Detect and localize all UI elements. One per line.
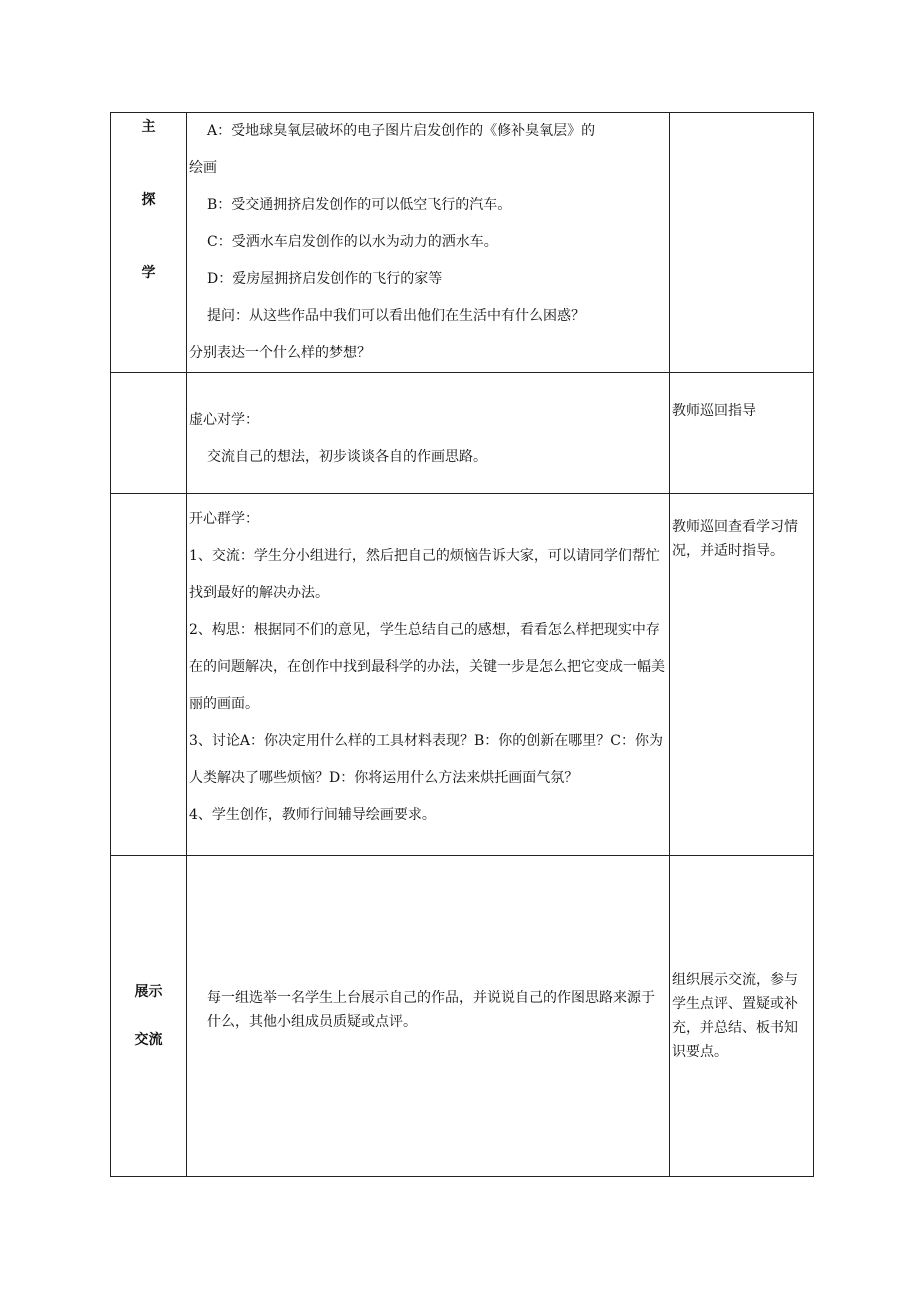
- content-cell-group-study: [187, 494, 670, 856]
- teacher-note-exhibit: 组织展示交流，参与学生点评、置疑或补充，并总结、板书知识要点。: [672, 972, 798, 1060]
- self-study-body: 交流自己的想法，初步谈谈各自的作画思路。: [207, 449, 487, 465]
- stage-cell-blank-2: [111, 494, 187, 856]
- teacher-note-check: 教师巡回查看学习情况，并适时指导。: [672, 519, 798, 559]
- lesson-plan-table: [110, 112, 814, 1177]
- note-cell-exhibit: [670, 856, 814, 1177]
- group-study-heading: 开心群学：: [189, 511, 259, 527]
- stage-char-1: 主: [141, 119, 156, 135]
- stage-label-exchange: 交流: [134, 1032, 163, 1048]
- table-row-exploration: [111, 113, 814, 373]
- table-row-self-study: [111, 373, 814, 494]
- note-cell-check: [670, 494, 814, 856]
- stage-cell-blank: [111, 373, 187, 494]
- stage-char-3: 学: [141, 265, 156, 281]
- question-cont: 分别表达一个什么样的梦想？: [189, 345, 371, 361]
- example-a-cont: 绘画: [189, 160, 217, 176]
- stage-cell-exploration: [111, 113, 187, 373]
- stage-cell-exhibit: [111, 856, 187, 1177]
- table-row-exhibit: [111, 856, 814, 1177]
- stage-char-2: 探: [141, 192, 156, 208]
- content-cell-examples: [187, 113, 670, 373]
- group-item-1: 1、交流：学生分小组进行，然后把自己的烦恼告诉大家，可以请同学们帮忙找到最好的解决办法。: [189, 548, 660, 601]
- group-item-2: 2、构思：根据同不们的意见，学生总结自己的感想，看看怎么样把现实中存在的问题解决，在创作中找到最科学的办法，关键一步是怎么把它变成一幅美丽的画面。: [189, 622, 665, 712]
- note-cell-empty: [670, 113, 814, 373]
- example-c-line: C：受洒水车启发创作的以水为动力的洒水车。: [207, 234, 498, 250]
- exhibit-body: 每一组选举一名学生上台展示自己的作品，并说说自己的作图思路来源于什么，其他小组成员质疑或点评。: [207, 990, 655, 1030]
- stage-label-exhibit: 展示: [134, 984, 163, 1000]
- content-cell-exhibit: [187, 856, 670, 1177]
- note-cell-guidance: [670, 373, 814, 494]
- group-item-3: 3、讨论A：你决定用什么样的工具材料表现？B：你的创新在哪里？C：你为人类解决了哪些烦恼？D：你将运用什么方法来烘托画面气氛？: [189, 733, 664, 786]
- question-line: 提问：从这些作品中我们可以看出他们在生活中有什么困惑？: [207, 308, 585, 324]
- table-row-group-study: [111, 494, 814, 856]
- self-study-heading: 虚心对学：: [189, 412, 259, 428]
- example-d-line: D：爱房屋拥挤启发创作的飞行的家等: [207, 271, 443, 287]
- example-b-line: B：受交通拥挤启发创作的可以低空飞行的汽车。: [207, 197, 512, 213]
- group-item-4: 4、学生创作，教师行间辅导绘画要求。: [189, 807, 436, 823]
- content-cell-self-study: [187, 373, 670, 494]
- example-a-line: A：受地球臭氧层破坏的电子图片启发创作的《修补臭氧层》的: [207, 123, 596, 139]
- teacher-note-guidance: 教师巡回指导: [672, 403, 756, 419]
